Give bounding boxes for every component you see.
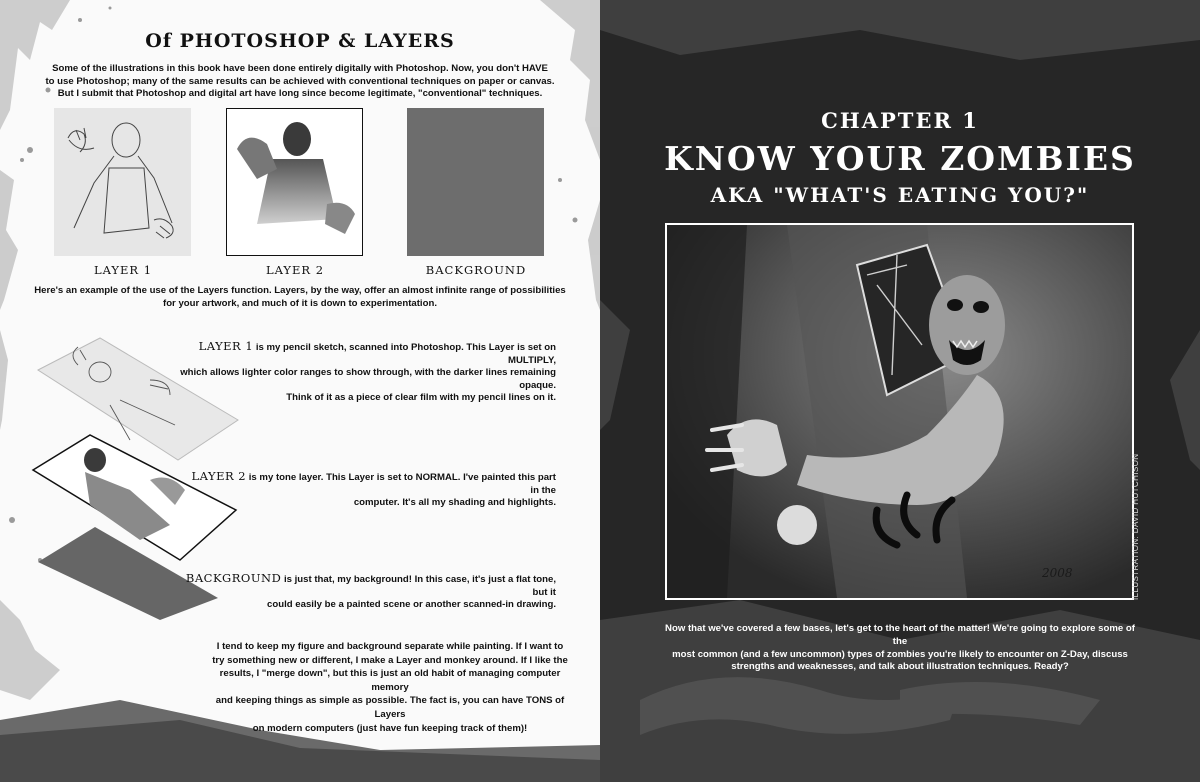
background-description xyxy=(180,572,556,612)
chapter-intro-line: most common (and a few uncommon) types of zombies you're likely to encounter on Z-Day, discuss xyxy=(672,648,1128,660)
illustration-credit: ILLUSTRATION: DAVID HUTCHISON xyxy=(1131,453,1140,600)
closing-line: I tend to keep my figure and background separate while painting. If I want to xyxy=(216,641,564,652)
intro-line: to use Photoshop; many of the same results can be achieved with conventional techniques on paper or canvas. xyxy=(45,75,555,87)
layer2-line: is my tone layer. This Layer is set to NORMAL. I've painted this part in the xyxy=(246,472,556,496)
layer2-description xyxy=(190,470,556,510)
example-paragraph xyxy=(30,285,570,310)
background-thumbnail xyxy=(407,108,544,256)
layer2-thumbnail xyxy=(226,108,363,256)
zombie-breaking-window-image xyxy=(667,225,1132,598)
intro-line: But I submit that Photoshop and digital art have long since become legitimate, "conventional" techniques. xyxy=(57,88,543,100)
background-line: is just that, my background! In this case, it's just a flat tone, but it xyxy=(281,574,556,598)
layer1-line: which allows lighter color ranges to show through, with the darker lines remaining opaque. xyxy=(180,367,556,391)
layer2-lead: LAYER 2 xyxy=(191,469,247,483)
closing-line: and keeping things as simple as possible. The fact is, you can have TONS of Layers xyxy=(215,695,565,720)
layer1-thumbnail xyxy=(54,108,191,256)
chapter-subtitle: AKA "WHAT'S EATING YOU?" xyxy=(710,183,1090,207)
chapter-intro-paragraph xyxy=(660,623,1140,674)
page-heading: Of PHOTOSHOP & LAYERS xyxy=(145,30,455,52)
layer1-line: Think of it as a piece of clear film with my pencil lines on it. xyxy=(286,392,556,404)
closing-paragraph xyxy=(200,640,580,735)
intro-paragraph xyxy=(40,63,560,101)
caption-layer2: LAYER 2 xyxy=(265,263,325,277)
caption-background: BACKGROUND xyxy=(425,263,527,277)
layer1-line: is my pencil sketch, scanned into Photoshop. This Layer is set on MULTIPLY, xyxy=(253,342,556,366)
zombie-illustration xyxy=(665,223,1134,600)
background-line: could easily be a painted scene or another scanned-in drawing. xyxy=(267,599,556,611)
example-line: for your artwork, and much of it is down to experimentation. xyxy=(163,297,437,309)
pencil-sketch-zombie-image xyxy=(54,108,191,256)
layer1-description xyxy=(180,340,556,405)
chapter-intro-line: Now that we've covered a few bases, let's get to the heart of the matter! We're going to explore some of the xyxy=(665,623,1135,647)
tone-layer-zombie-image xyxy=(227,109,361,254)
background-lead: BACKGROUND xyxy=(185,571,282,585)
chapter-intro-line: strengths and weaknesses, and talk about illustration techniques. Ready? xyxy=(731,661,1069,673)
layer2-line: computer. It's all my shading and highlights. xyxy=(353,497,556,509)
caption-layer1: LAYER 1 xyxy=(93,263,153,277)
chapter-label: CHAPTER 1 xyxy=(821,108,979,133)
closing-line: results, I "merge down", but this is just an old habit of managing computer memory xyxy=(219,668,561,693)
closing-line: on modern computers (just have fun keeping track of them)! xyxy=(252,722,528,734)
intro-line: Some of the illustrations in this book have been done entirely digitally with Photoshop. Now, you don't HAVE xyxy=(52,63,548,74)
chapter-title: KNOW YOUR ZOMBIES xyxy=(664,139,1136,178)
closing-line: try something new or different, I make a Layer and monkey around. If I like the xyxy=(212,654,568,666)
example-line: Here's an example of the use of the Layers function. Layers, by the way, offer an almost infinite range of possibilities xyxy=(34,285,566,296)
layer1-lead: LAYER 1 xyxy=(198,339,254,353)
artist-signature-date: 2008 xyxy=(1042,566,1073,580)
